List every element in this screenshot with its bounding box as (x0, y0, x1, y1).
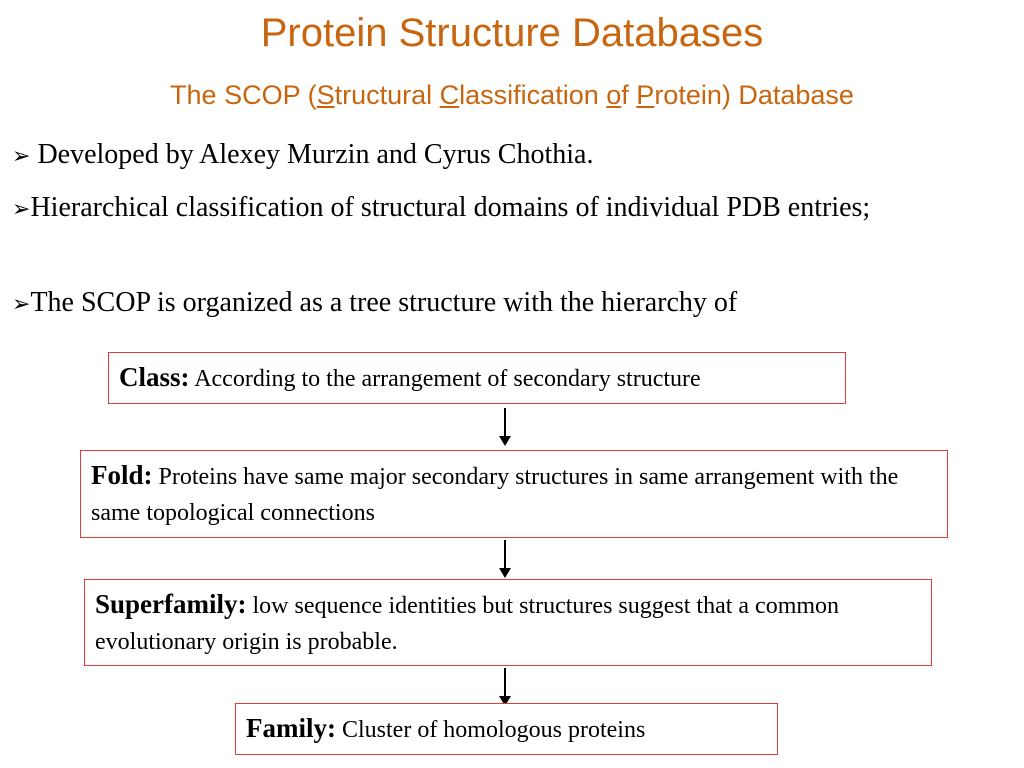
bullet-text: Hierarchical classification of structural domains of individual PDB entries; (30, 192, 871, 223)
hierarchy-term: Family: (246, 713, 336, 743)
slide-subtitle (0, 75, 1024, 115)
hierarchy-desc: Cluster of homologous proteins (335, 717, 646, 743)
subtitle-part-underlined: o (606, 80, 622, 110)
hierarchy-box-family (235, 703, 778, 755)
subtitle-part-underlined: C (439, 80, 460, 110)
hierarchy-box-class (108, 352, 846, 404)
hierarchy-desc: Proteins have same major secondary structures in same arrangement with the same topological connections (91, 464, 899, 526)
subtitle-part: tructural (334, 80, 440, 110)
hierarchy-box-fold (80, 450, 948, 538)
bullet-text: The SCOP is organized as a tree structure with the hierarchy of (30, 287, 738, 318)
subtitle-part: rotein) Database (654, 80, 854, 110)
subtitle-part-underlined: S (316, 80, 335, 110)
subtitle-part: lassification (459, 80, 607, 110)
arrow-bullet-icon: ➢ (12, 292, 31, 317)
down-arrow-icon (504, 408, 506, 444)
hierarchy-box-superfamily (84, 579, 932, 666)
hierarchy-desc: According to the arrangement of secondary structure (189, 366, 701, 392)
bullet-hierarchical (12, 188, 1002, 230)
hierarchy-term: Fold: (91, 460, 153, 490)
arrow-bullet-icon: ➢ (12, 197, 31, 222)
arrow-bullet-icon: ➢ (12, 144, 31, 169)
subtitle-part: f (621, 80, 637, 110)
down-arrow-icon (504, 540, 506, 576)
subtitle-part-underlined: P (636, 80, 655, 110)
hierarchy-term: Class: (119, 362, 190, 392)
slide-title: Protein Structure Databases (260, 11, 764, 55)
bullet-developed-by (12, 135, 1002, 177)
bullet-text: Developed by Alexey Murzin and Cyrus Chothia. (30, 139, 594, 170)
down-arrow-icon (504, 668, 506, 704)
bullet-tree-structure (12, 283, 1002, 325)
hierarchy-term: Superfamily: (95, 589, 247, 619)
subtitle-part: The SCOP ( (170, 80, 317, 110)
hierarchy-desc: low sequence identities but structures suggest that a common evolutionary origin is probable. (95, 593, 840, 655)
